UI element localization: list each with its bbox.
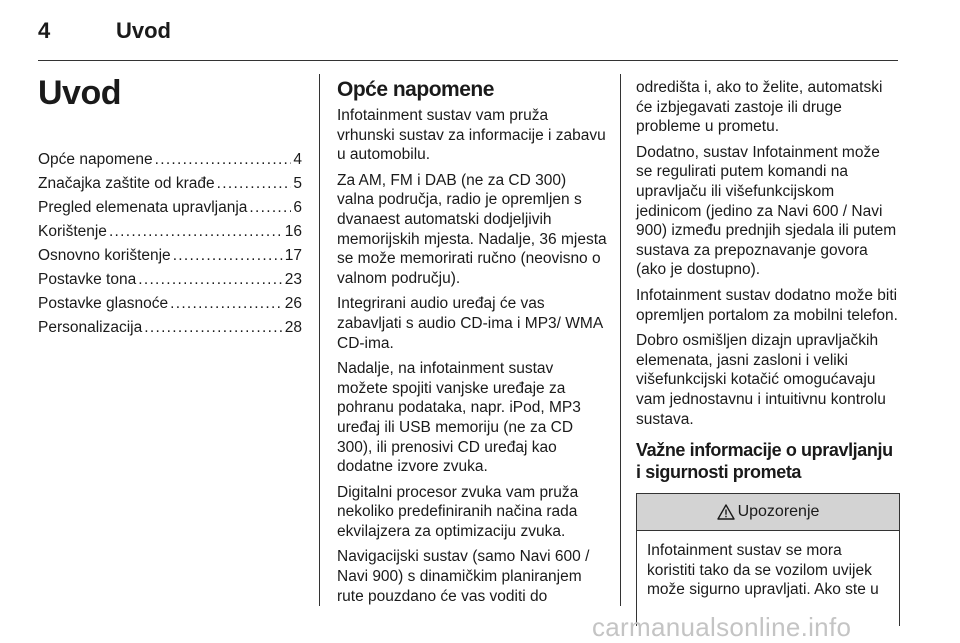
toc-leader-dots [109,220,283,244]
paragraph: Dodatno, sustav Infotainment može se regulirati putem komandi na upravljaču ili višefunkcijskom jedinicom (jedino za Navi 600 / Navi 900) između prednjih sjedala ili putem sustava za prepoznavanje govora (ako je dostupno). [636,143,897,279]
toc-entry-page: 17 [284,247,302,264]
table-of-contents [38,148,302,340]
toc-leader-dots [173,244,283,268]
watermark: carmanualsonline.info [592,612,852,642]
toc-entry-page: 26 [284,295,302,312]
toc-entry-label: Pregled elemenata upravljanja [38,199,248,216]
header-rule [38,60,898,61]
column-divider [620,74,621,606]
toc-entry-label: Postavke glasnoće [38,295,169,312]
subsection-heading: Važne informacije o upravljanju i sigurnosti prometa [636,440,893,483]
paragraph: Navigacijski sustav (samo Navi 600 / Navi 900) s dinamičkim planiranjem rute pouzdano će vas voditi do [337,548,590,605]
column-continued [636,78,900,626]
paragraph: Za AM, FM i DAB (ne za CD 300) valna područja, radio je opremljen s dvanaest automatski dodjeljivih memorijskih mjesta. Nadalje, 36 mjesta se može memorirati ručno (neovisno o valnom području). [337,171,607,287]
toc-entry-label: Postavke tona [38,271,137,288]
toc-entry[interactable] [38,268,302,292]
toc-leader-dots [249,196,291,220]
toc-entry[interactable] [38,172,302,196]
toc-entry-page: 5 [293,175,302,192]
toc-entry[interactable] [38,244,302,268]
paragraph: odredišta i, ako to želite, automatski će izbjegavati zastoje ili druge probleme u prometu. [636,79,883,136]
toc-entry-page: 28 [284,319,302,336]
column-general-notes [337,78,607,612]
paragraph: Dobro osmišljen dizajn upravljačkih elemenata, jasni zasloni i veliki višefunkcijski kotačić omogućavaju vam jednostavnu i intuitivnu kontrolu sustava. [636,332,886,428]
chapter-title: Uvod [38,74,121,112]
page-number: 4 [38,18,51,43]
toc-leader-dots [170,292,283,316]
warning-text: Infotainment sustav se mora koristiti tako da se vozilom uvijek može sigurno upravljati. Ako ste u [647,542,879,599]
warning-title: Upozorenje [737,503,820,521]
toc-entry[interactable] [38,148,302,172]
toc-entry-page: 6 [293,199,302,216]
paragraph: Nadalje, na infotainment sustav možete spojiti vanjske uređaje za pohranu podataka, napr. iPod, MP3 uređaj ili USB memoriju (ne za CD 300), ili prenosivi CD uređaj kao dodatne izvore zvuka. [337,360,581,476]
toc-entry[interactable] [38,292,302,316]
toc-entry-label: Korištenje [38,223,107,240]
toc-entry-page: 23 [284,271,302,288]
running-header [38,18,171,44]
toc-entry[interactable] [38,316,302,340]
toc-entry-label: Personalizacija [38,319,143,336]
toc-entry[interactable] [38,196,302,220]
column-divider [319,74,320,606]
paragraph: Infotainment sustav dodatno može biti opremljen portalom za mobilni telefon. [636,286,898,324]
paragraph: Digitalni procesor zvuka vam pruža nekoliko predefiniranih načina rada ekvilajzera za optimizaciju zvuka. [337,483,579,540]
toc-entry-label: Opće napomene [38,151,153,168]
toc-entry-page: 4 [293,151,302,168]
toc-entry[interactable] [38,220,302,244]
section-heading: Opće napomene [337,78,494,101]
toc-entry-label: Značajka zaštite od krađe [38,175,215,192]
warning-header [637,494,899,531]
paragraph: Integrirani audio uređaj će vas zabavljati s audio CD-ima i MP3/ WMA CD-ima. [337,295,603,352]
warning-triangle-icon [717,504,735,520]
toc-leader-dots [138,268,283,292]
warning-box [636,493,900,626]
toc-leader-dots [144,316,283,340]
toc-leader-dots [155,148,292,172]
toc-leader-dots [217,172,292,196]
running-header-chapter: Uvod [116,18,171,43]
toc-entry-page: 16 [284,223,302,240]
toc-entry-label: Osnovno korištenje [38,247,171,264]
paragraph: Infotainment sustav vam pruža vrhunski sustav za informacije i zabavu u automobilu. [337,107,606,164]
